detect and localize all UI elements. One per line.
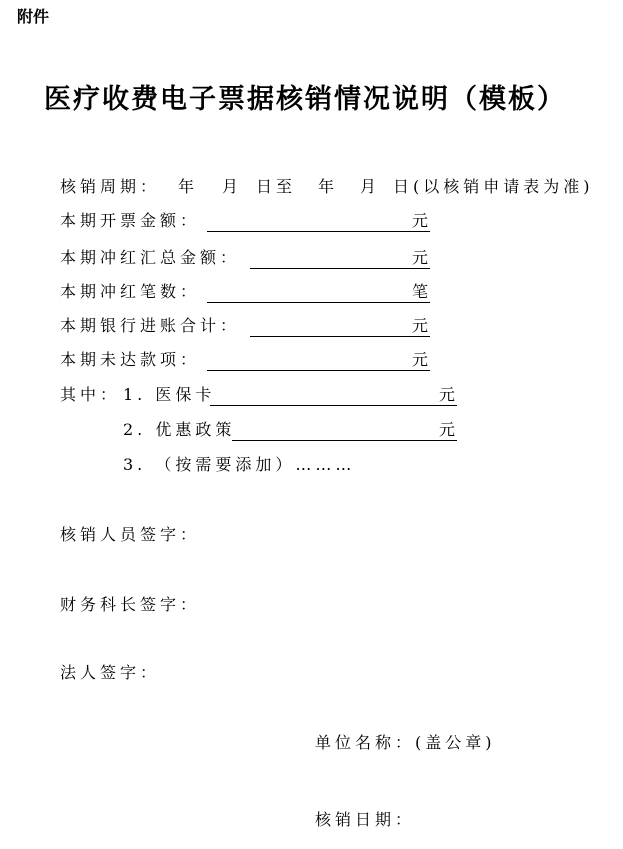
outstanding-unit: 元 bbox=[411, 350, 428, 369]
legal-person-signature-label: 法人签字： bbox=[60, 663, 161, 682]
breakdown-label: 其中： bbox=[60, 385, 121, 404]
breakdown-item-label: 3. （按需要添加）……… bbox=[123, 455, 356, 474]
period-start-day: 日至 bbox=[256, 177, 297, 196]
period-start-year: 年 bbox=[178, 177, 199, 196]
reversal-total-unit: 元 bbox=[411, 248, 428, 267]
invoice-amount-row bbox=[60, 210, 480, 232]
breakdown-item-unit: 元 bbox=[438, 385, 455, 404]
period-end-day-note: 日(以核销申请表为准) bbox=[393, 177, 594, 196]
bank-deposit-unit: 元 bbox=[411, 316, 428, 335]
invoice-amount-unit: 元 bbox=[411, 211, 428, 230]
outstanding-blank bbox=[207, 349, 430, 371]
breakdown-item-blank bbox=[232, 419, 457, 441]
attachment-label: 附件 bbox=[17, 7, 50, 26]
verifier-signature-label: 核销人员签字： bbox=[60, 525, 201, 544]
verification-period-row bbox=[60, 176, 615, 198]
bank-deposit-label: 本期银行进账合计： bbox=[60, 316, 241, 335]
breakdown-item-blank bbox=[210, 384, 457, 406]
period-start-month: 月 bbox=[222, 177, 243, 196]
bank-deposit-row bbox=[60, 315, 480, 337]
invoice-amount-label: 本期开票金额： bbox=[60, 211, 201, 230]
document-title: 医疗收费电子票据核销情况说明（模板） bbox=[44, 84, 566, 115]
breakdown-item-unit: 元 bbox=[438, 420, 455, 439]
reversal-total-blank bbox=[250, 247, 430, 269]
period-label: 核销周期： bbox=[60, 177, 161, 196]
period-end-year: 年 bbox=[318, 177, 339, 196]
reversal-count-unit: 笔 bbox=[411, 282, 428, 301]
breakdown-item-label: 2. 优惠政策 bbox=[123, 420, 236, 439]
reversal-count-blank bbox=[207, 281, 430, 303]
breakdown-item-label: 1. 医保卡 bbox=[123, 385, 216, 404]
verification-date-label: 核销日期： bbox=[315, 810, 416, 829]
reversal-count-label: 本期冲红笔数： bbox=[60, 282, 201, 301]
invoice-amount-blank bbox=[207, 210, 430, 232]
reversal-count-row bbox=[60, 281, 480, 303]
unit-name-label: 单位名称：(盖公章) bbox=[315, 733, 496, 752]
outstanding-label: 本期未达款项： bbox=[60, 350, 201, 369]
outstanding-row bbox=[60, 349, 480, 371]
finance-chief-signature-label: 财务科长签字： bbox=[60, 595, 201, 614]
reversal-total-label: 本期冲红汇总金额： bbox=[60, 248, 241, 267]
breakdown-item-row bbox=[60, 384, 480, 406]
reversal-total-row bbox=[60, 247, 480, 269]
bank-deposit-blank bbox=[250, 315, 430, 337]
breakdown-item-row bbox=[60, 419, 480, 441]
period-end-month: 月 bbox=[360, 177, 381, 196]
breakdown-item-row bbox=[60, 454, 480, 476]
